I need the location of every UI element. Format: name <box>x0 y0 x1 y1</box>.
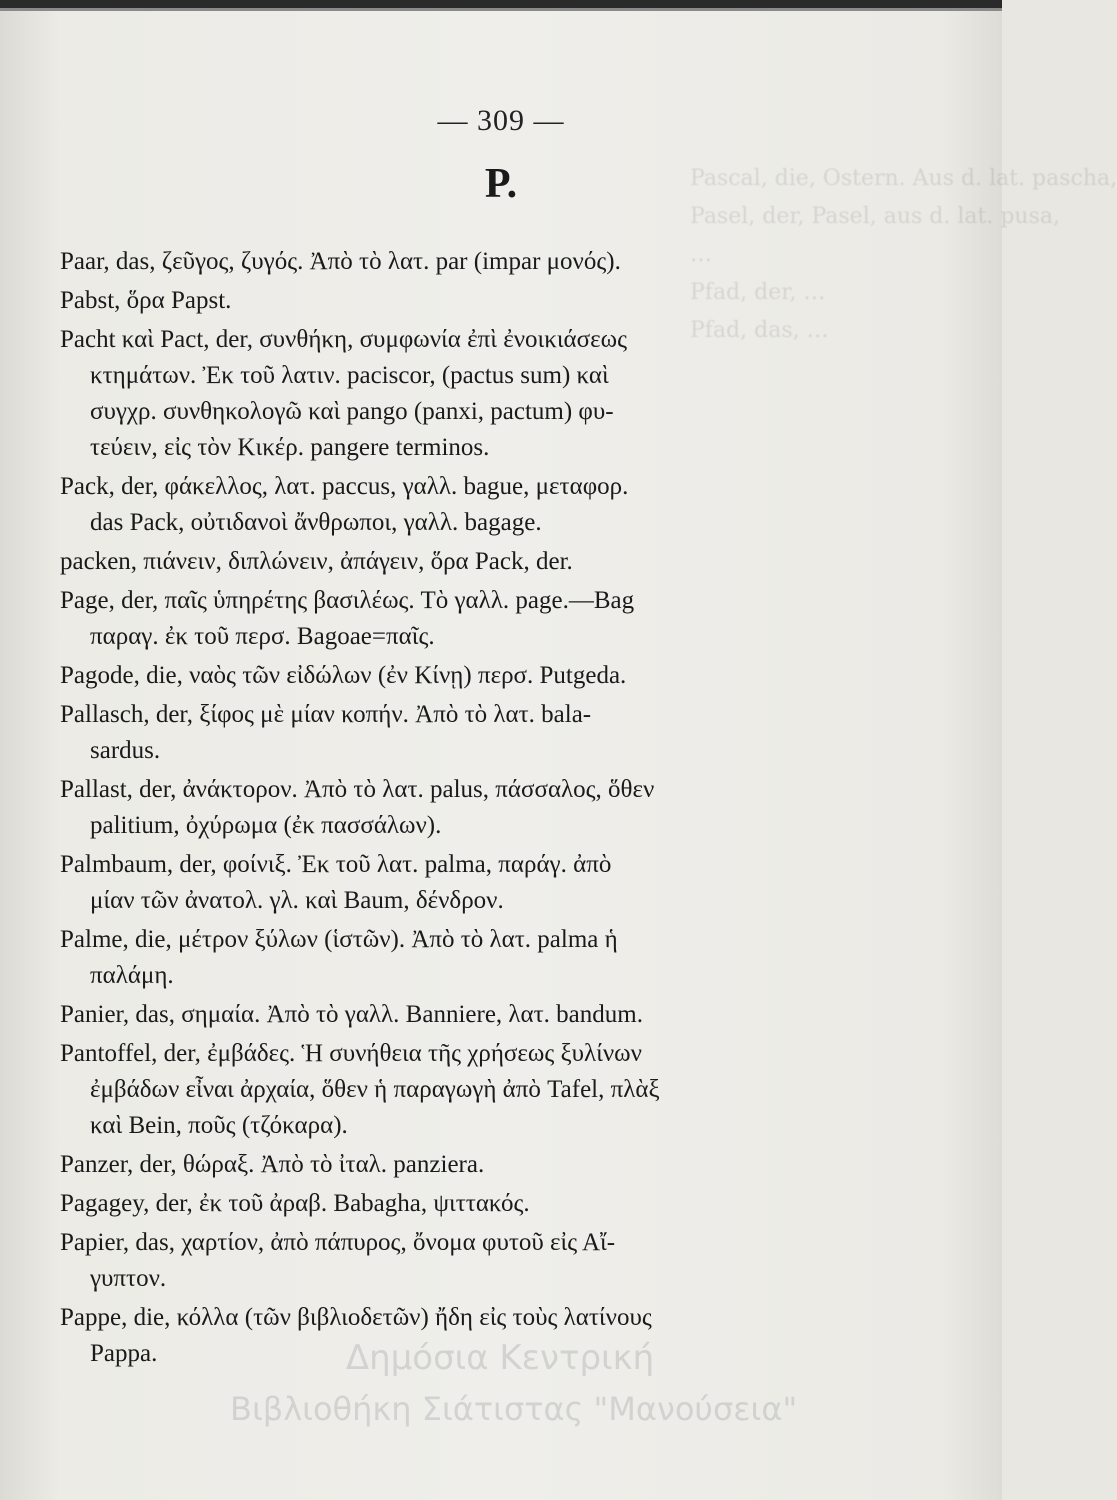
entry-continuation: ἐμβάδων εἶναι ἀρχαία, ὅθεν ἡ παραγωγὴ ἀπὸ Tafel, πλὰξ <box>90 1076 660 1103</box>
dictionary-entry <box>60 847 795 919</box>
entry-continuation: παραγ. ἐκ τοῦ περσ. Bagoae=παῖς. <box>90 623 435 650</box>
entry-headline: Pantoffel, der, ἐμβάδες. Ἡ συνήθεια τῆς χρήσεως ξυλίνων <box>60 1040 642 1067</box>
entry-headline: Page, der, παῖς ὑπηρέτης βασιλέως. Τὸ γαλλ. page.—Bag <box>60 587 635 614</box>
dictionary-entry <box>60 283 795 319</box>
dictionary-entry <box>60 997 795 1033</box>
dictionary-entry <box>60 1147 795 1183</box>
dictionary-entry <box>60 1036 795 1144</box>
dictionary-entry <box>60 697 795 769</box>
entry-continuation: Pappa. <box>90 1340 158 1367</box>
entry-headline: Pappe, die, κόλλα (τῶν βιβλιοδετῶν) ἤδη εἰς τοὺς λατίνους <box>60 1304 652 1331</box>
ghost-line: Pfad, der, … <box>690 280 826 305</box>
entry-continuation: τεύειν, εἰς τὸν Κικέρ. pangere terminos. <box>90 434 490 461</box>
scan-top-edge <box>0 0 1002 8</box>
entry-headline: Pack, der, φάκελλος, λατ. paccus, γαλλ. bague, μεταφορ. <box>60 473 629 500</box>
library-watermark-line-2: Βιβλιοθήκη Σιάτιστας "Μανούσεια" <box>230 1390 798 1428</box>
entry-continuation: παλάμη. <box>90 962 174 989</box>
entry-continuation: μίαν τῶν ἀνατολ. γλ. καὶ Baum, δένδρον. <box>90 887 504 914</box>
dictionary-entry <box>60 322 795 466</box>
entry-continuation: γυπτον. <box>90 1265 167 1292</box>
dictionary-entry <box>60 583 795 655</box>
dictionary-entry <box>60 1186 795 1222</box>
entry-continuation: sardus. <box>90 737 161 764</box>
ghost-line: Pfad, das, … <box>690 318 829 343</box>
entry-headline: Panzer, der, θώραξ. Ἀπὸ τὸ ἰταλ. panziera. <box>60 1151 485 1178</box>
ghost-line: … <box>690 242 712 267</box>
entry-continuation: καὶ Bein, ποῦς (τζόκαρα). <box>90 1112 348 1139</box>
scan-top-edge-shadow <box>0 8 1002 11</box>
page-number: — 309 — <box>437 104 565 137</box>
entry-headline: Palme, die, μέτρον ξύλων (ἱστῶν). Ἀπὸ τὸ λατ. palma ἡ <box>60 926 618 953</box>
section-letter: P. <box>484 161 518 207</box>
dictionary-entry <box>60 772 795 844</box>
entry-continuation: palitium, ὀχύρωμα (ἐκ πασσάλων). <box>90 812 442 839</box>
entry-headline: Pabst, ὅρα Papst. <box>60 287 232 314</box>
dictionary-entry <box>60 1225 795 1297</box>
entry-continuation: συγχρ. συνθηκολογῶ καὶ pango (panxi, pactum) φυ- <box>90 398 614 425</box>
dictionary-entry <box>60 244 795 280</box>
entry-headline: Pagagey, der, ἐκ τοῦ ἀραβ. Babagha, ψιττακός. <box>60 1190 530 1217</box>
entry-headline: Paar, das, ζεῦγος, ζυγός. Ἀπὸ τὸ λατ. par (impar μονός). <box>60 248 621 275</box>
dictionary-entries <box>60 244 795 1375</box>
library-watermark-line-1: Δημόσια Κεντρική <box>345 1338 655 1378</box>
entry-continuation: κτημάτων. Ἐκ τοῦ λατιν. paciscor, (pactus sum) καὶ <box>90 362 609 389</box>
ghost-line: Pasel, der, Pasel, aus d. lat. pusa, <box>690 204 1060 229</box>
entry-headline: Pallasch, der, ξίφος μὲ μίαν κοπήν. Ἀπὸ τὸ λατ. bala- <box>60 701 592 728</box>
entry-headline: Pagode, die, ναὸς τῶν εἰδώλων (ἐν Κίνῃ) περσ. Putgeda. <box>60 662 627 689</box>
dictionary-entry <box>60 544 795 580</box>
dictionary-entry <box>60 469 795 541</box>
entry-headline: Papier, das, χαρτίον, ἀπὸ πάπυρος, ὄνομα φυτοῦ εἰς Αἴ- <box>60 1229 616 1256</box>
ghost-line: Pascal, die, Ostern. Aus d. lat. pascha, <box>690 166 1117 191</box>
entry-headline: Palmbaum, der, φοίνιξ. Ἐκ τοῦ λατ. palma, παράγ. ἀπὸ <box>60 851 612 878</box>
entry-headline: Panier, das, σημαία. Ἀπὸ τὸ γαλλ. Banniere, λατ. bandum. <box>60 1001 643 1028</box>
entry-continuation: das Pack, οὐτιδανοὶ ἄνθρωποι, γαλλ. bagage. <box>90 509 542 536</box>
entry-headline: Pacht καὶ Pact, der, συνθήκη, συμφωνία ἐπὶ ἐνοικιάσεως <box>60 326 627 353</box>
dictionary-entry <box>60 658 795 694</box>
entry-headline: packen, πιάνειν, διπλώνειν, ἀπάγειν, ὅρα Pack, der. <box>60 548 573 575</box>
entry-headline: Pallast, der, ἀνάκτορον. Ἀπὸ τὸ λατ. palus, πάσσαλος, ὅθεν <box>60 776 655 803</box>
dictionary-entry <box>60 922 795 994</box>
